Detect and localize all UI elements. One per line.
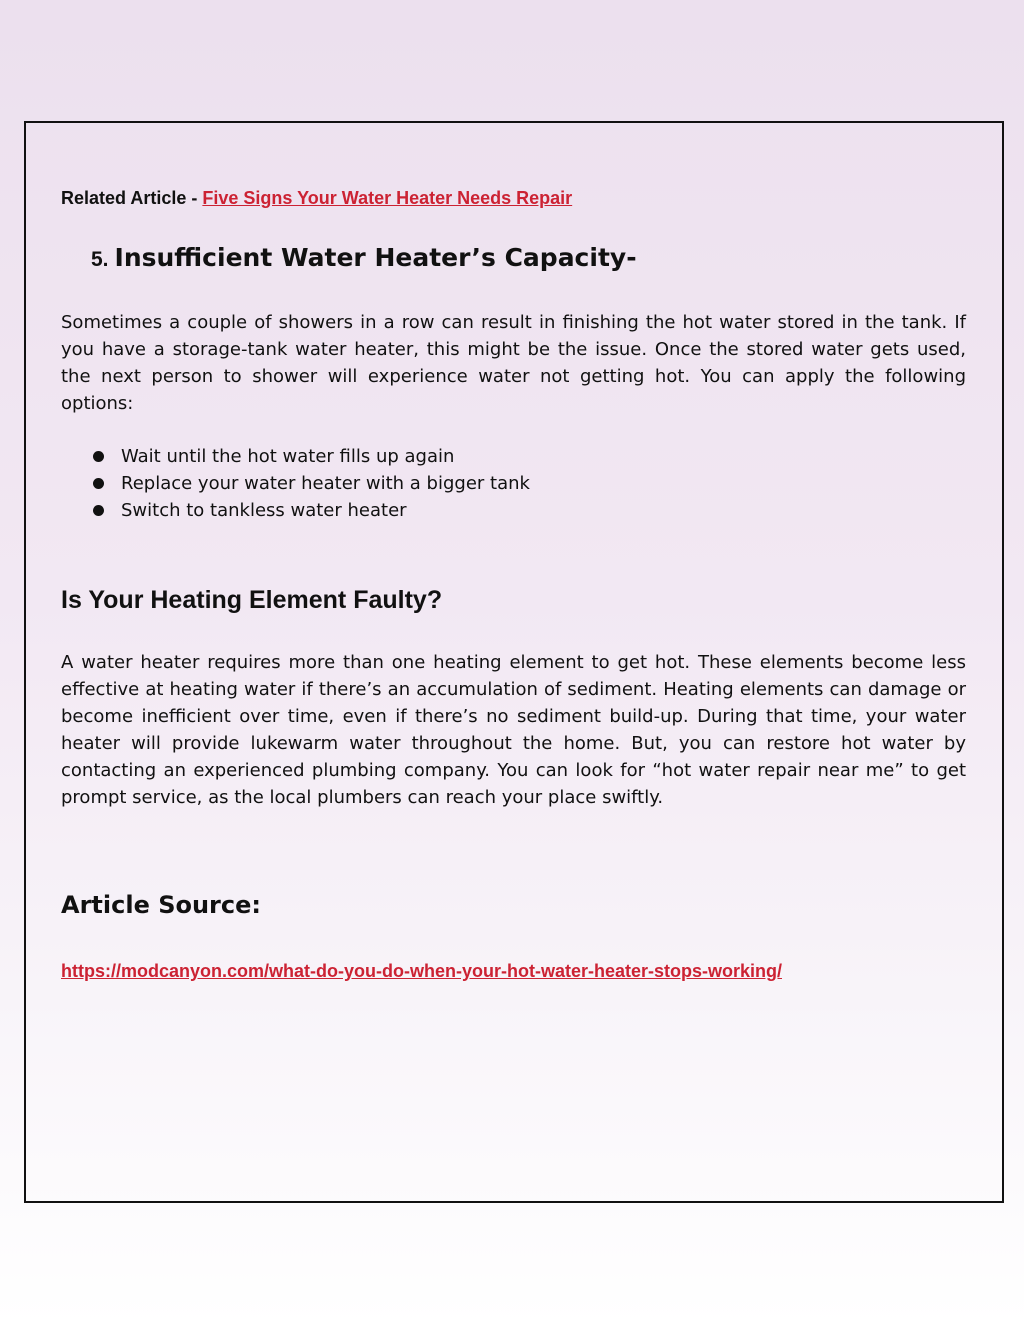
section-5-heading — [91, 240, 637, 279]
related-article-link[interactable]: Five Signs Your Water Heater Needs Repair — [202, 188, 573, 208]
related-article-prefix: Related Article - — [61, 188, 203, 208]
section-5-paragraph: Sometimes a couple of showers in a row can result in finishing the hot water stored in the tank. If you have a storage-tank water heater, this might be the issue. Once the stored water gets used, the next person to shower will experience water not getting hot. You can apply the following options: — [61, 312, 966, 414]
related-article-line — [61, 186, 572, 210]
list-item-text: Wait until the hot water fills up again — [121, 446, 455, 467]
options-list — [90, 443, 530, 524]
bullet-icon — [93, 451, 104, 462]
article-source-link[interactable]: https://modcanyon.com/what-do-you-do-when-your-hot-water-heater-stops-working/ — [61, 961, 782, 981]
list-item — [90, 497, 530, 524]
section-5-title: Insufficient Water Heater’s Capacity- — [114, 243, 637, 272]
list-item — [90, 443, 530, 470]
bullet-icon — [93, 478, 104, 489]
heating-element-heading: Is Your Heating Element Faulty? — [61, 586, 443, 614]
list-item-text: Replace your water heater with a bigger tank — [121, 473, 530, 494]
list-item-text: Switch to tankless water heater — [121, 500, 407, 521]
list-item — [90, 470, 530, 497]
bullet-icon — [93, 505, 104, 516]
heating-element-paragraph: A water heater requires more than one heating element to get hot. These elements become less effective at heating water if there’s an accumulation of sediment. Heating elements can damage or become inefficient over time, even if there’s no sediment build-up. During that time, your water heater will provide lukewarm water throughout the home. But, you can restore hot water by contacting an experienced plumbing company. You can look for “hot water repair near me” to get prompt service, as the local plumbers can reach your place swiftly. — [61, 652, 966, 808]
article-source-heading: Article Source: — [61, 891, 261, 919]
section-5-number: 5. — [91, 248, 109, 271]
